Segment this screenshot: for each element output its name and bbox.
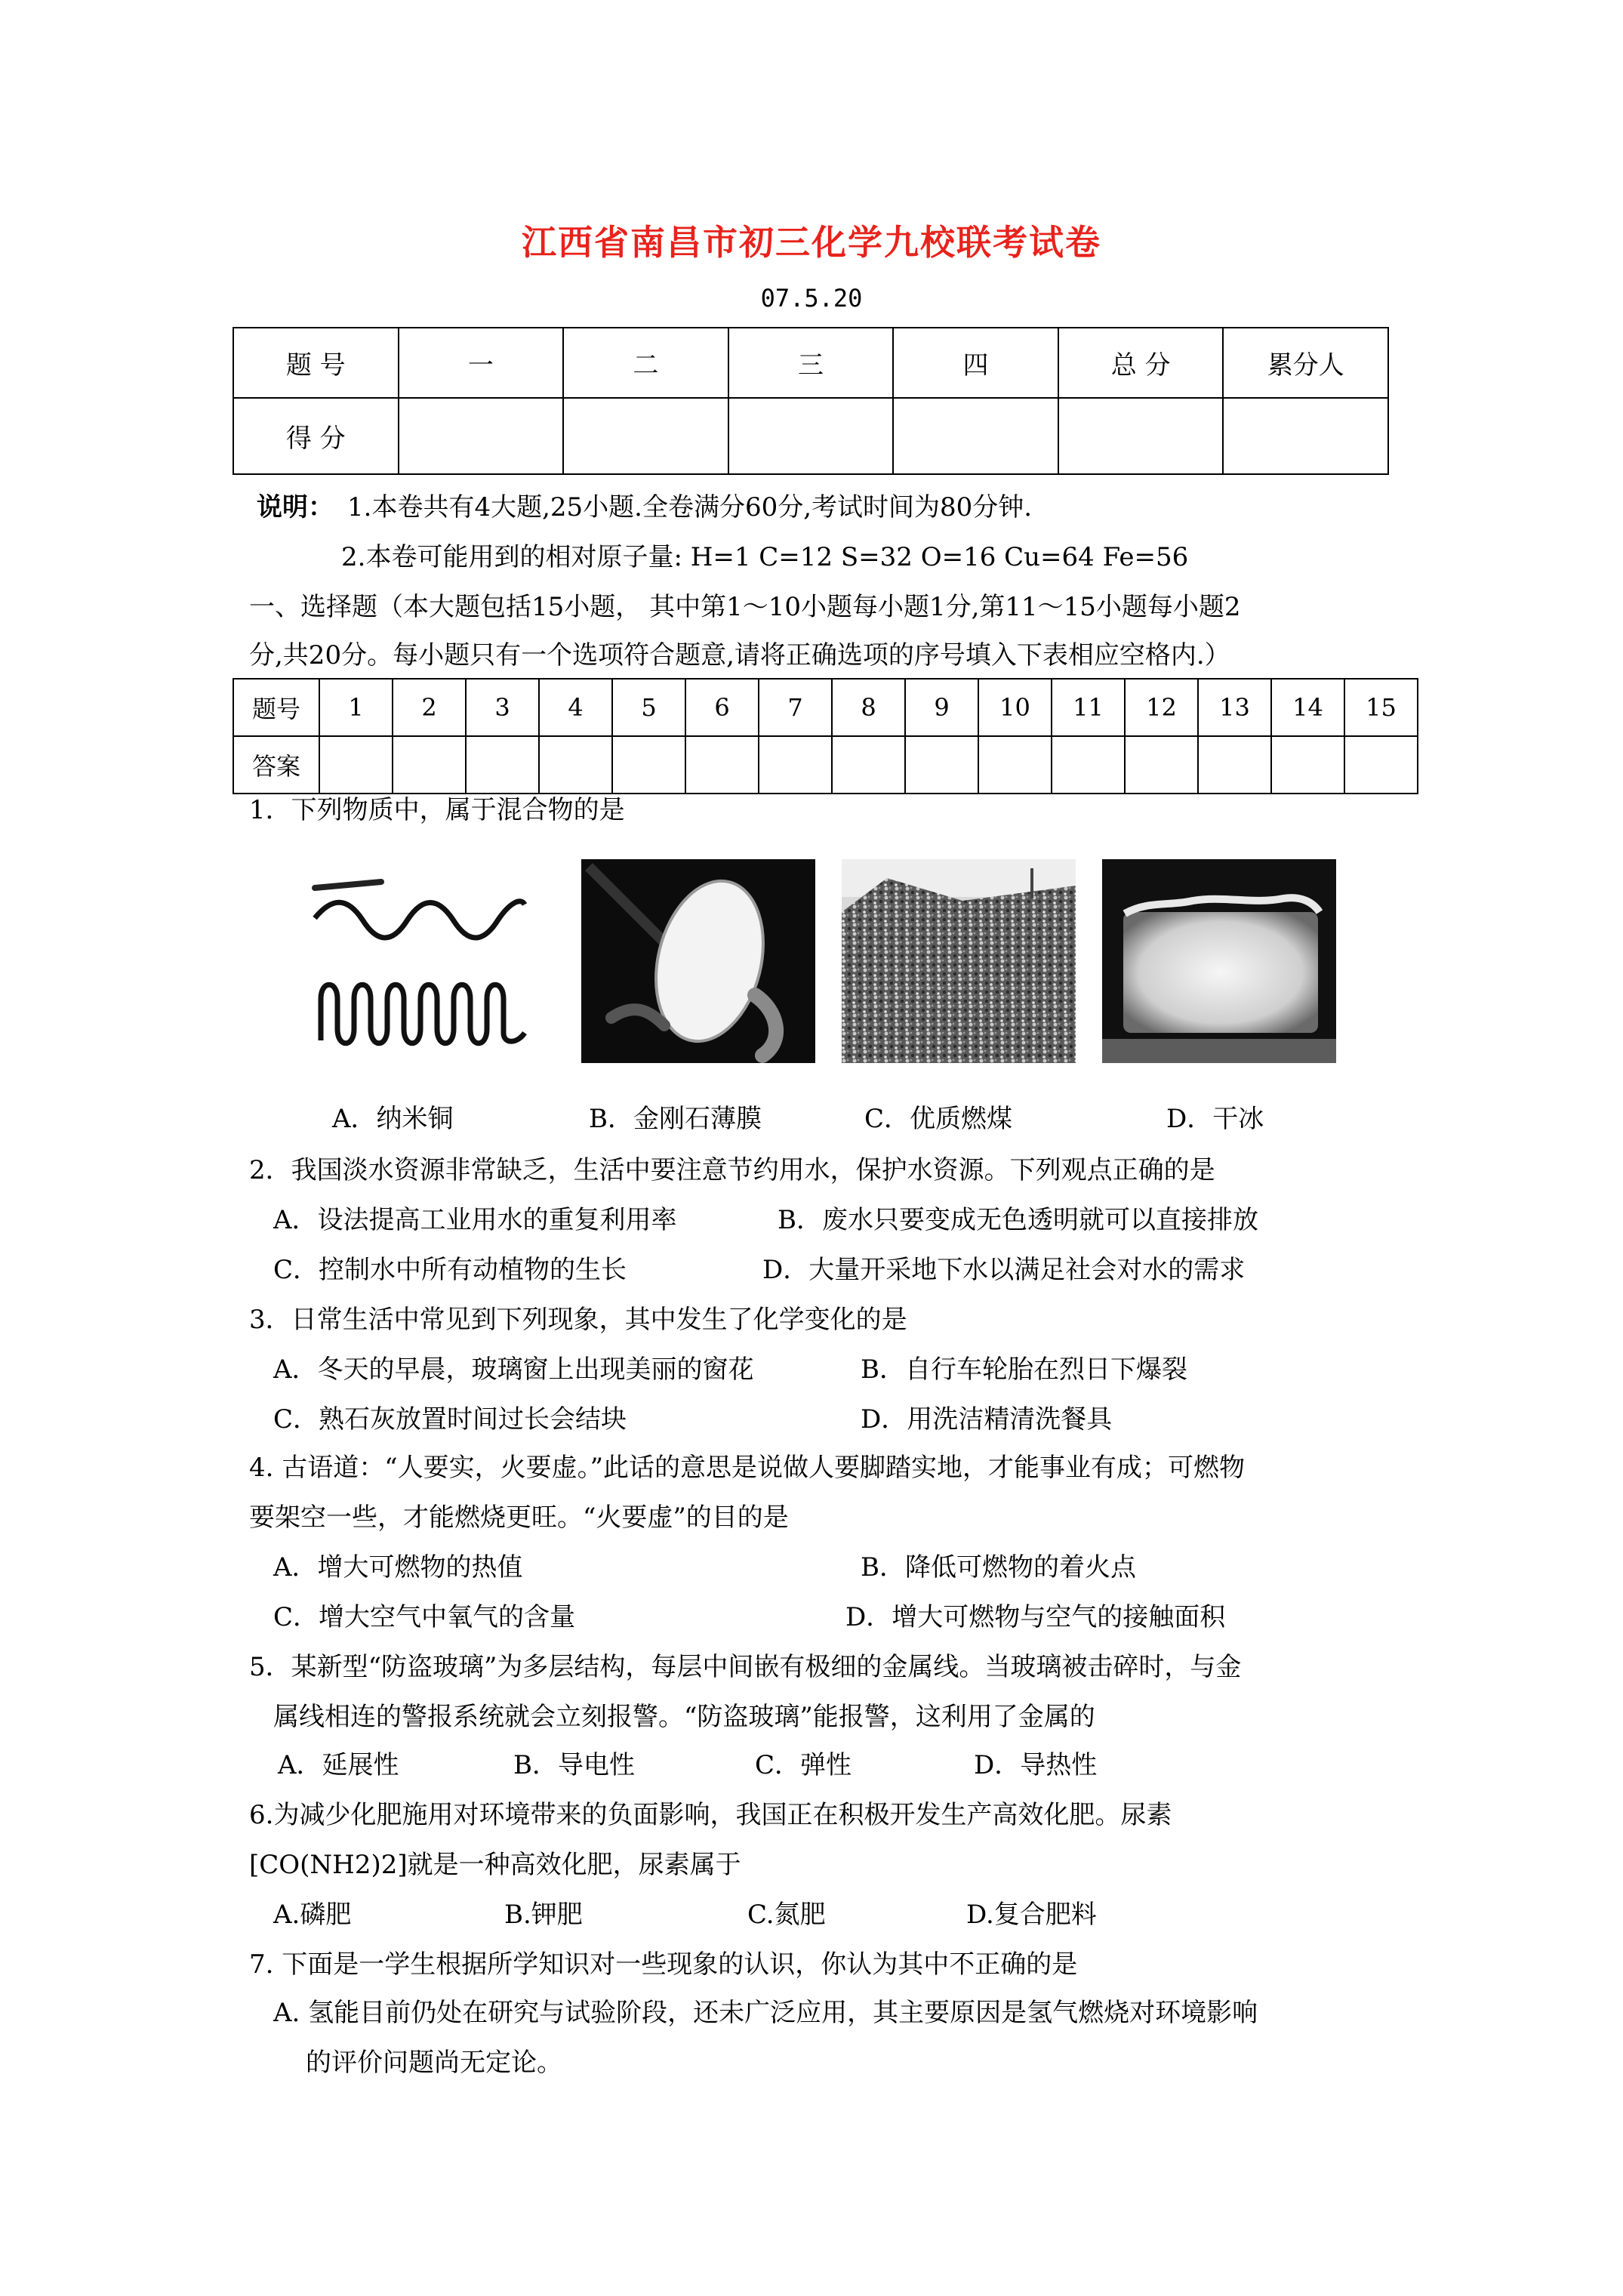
- score-cell[interactable]: [893, 398, 1058, 474]
- answer-cell[interactable]: [685, 736, 759, 794]
- score-cell[interactable]: [728, 398, 894, 474]
- q4-stem-line2: 要架空一些，才能燃烧更旺。“火要虚”的目的是: [249, 1502, 789, 1533]
- q2-stem: 2．我国淡水资源非常缺乏，生活中要注意节约用水，保护水资源。下列观点正确的是: [249, 1155, 1215, 1185]
- score-header-cell: 四: [893, 328, 1058, 398]
- question-number-cell: 11: [1052, 679, 1125, 736]
- score-header-cell: 题 号: [233, 328, 399, 398]
- question-number-cell: 5: [612, 679, 685, 736]
- answer-cell[interactable]: [1271, 736, 1344, 794]
- answer-cell[interactable]: [1344, 736, 1418, 794]
- score-header-cell: 二: [563, 328, 728, 398]
- question-number-cell: 3: [466, 679, 539, 736]
- question-number-cell: 4: [539, 679, 612, 736]
- q3-option-b: B．自行车轮胎在烈日下爆裂: [861, 1354, 1187, 1385]
- answer-row-label: 答案: [233, 736, 319, 794]
- question-number-cell: 2: [393, 679, 466, 736]
- q4-stem-line1: 4. 古语道：“人要实，火要虚。”此话的意思是说做人要脚踏实地，才能事业有成；可燃物: [249, 1453, 1246, 1483]
- answer-table: [233, 678, 1418, 794]
- question-number-cell: 9: [905, 679, 978, 736]
- q5-option-b: B．导电性: [513, 1750, 635, 1780]
- exam-date: 07.5.20: [760, 284, 863, 313]
- q4-option-a: A．增大可燃物的热值: [273, 1552, 523, 1583]
- q5-stem-line2: 属线相连的警报系统就会立刻报警。“防盗玻璃”能报警，这利用了金属的: [273, 1702, 1095, 1732]
- answer-cell[interactable]: [612, 736, 685, 794]
- question-number-cell: 15: [1344, 679, 1418, 736]
- question-number-cell: 7: [759, 679, 832, 736]
- answer-cell[interactable]: [319, 736, 393, 794]
- q3-stem: 3．日常生活中常见到下列现象，其中发生了化学变化的是: [249, 1305, 907, 1335]
- answer-cell[interactable]: [539, 736, 612, 794]
- score-cell[interactable]: [563, 398, 728, 474]
- diamond-film-image: [581, 859, 815, 1063]
- q5-option-a: A．延展性: [278, 1750, 399, 1780]
- q5-option-c: C．弹性: [755, 1750, 852, 1780]
- q2-option-c: C．控制水中所有动植物的生长: [273, 1255, 627, 1285]
- notes-label: 说明：: [257, 492, 334, 522]
- q1-option-c: C．优质燃煤: [864, 1104, 1013, 1134]
- q1-option-a: A．纳米铜: [332, 1104, 454, 1134]
- section1-heading-line2: 分,共20分。每小题只有一个选项符合题意,请将正确选项的序号填入下表相应空格内.）: [249, 640, 1230, 670]
- answer-number-row: [233, 679, 1418, 736]
- score-row-label: 得 分: [233, 398, 399, 474]
- question-number-cell: 6: [685, 679, 759, 736]
- notes-line-2: 2.本卷可能用到的相对原子量: H=1 C=12 S=32 O=16 Cu=64 Fe=56: [341, 542, 1189, 572]
- q3-option-c: C．熟石灰放置时间过长会结块: [273, 1404, 627, 1435]
- q4-option-d: D．增大可燃物与空气的接触面积: [845, 1602, 1226, 1632]
- answer-cell[interactable]: [905, 736, 978, 794]
- q6-stem-line2: [CO(NH2)2]就是一种高效化肥，尿素属于: [249, 1850, 741, 1880]
- answer-cell[interactable]: [978, 736, 1052, 794]
- q3-option-d: D．用洗洁精清洗餐具: [861, 1404, 1113, 1435]
- dry-ice-image: [1102, 859, 1336, 1063]
- score-header-cell: 一: [399, 328, 564, 398]
- notes-line-1: 1.本卷共有4大题,25小题.全卷满分60分,考试时间为80分钟.: [347, 492, 1033, 522]
- score-header-row: [233, 328, 1388, 398]
- answer-cell[interactable]: [832, 736, 905, 794]
- answer-cell[interactable]: [1198, 736, 1271, 794]
- q6-option-c: C.氮肥: [747, 1900, 826, 1930]
- q6-option-d: D.复合肥料: [966, 1900, 1097, 1930]
- q1-option-b: B．金刚石薄膜: [589, 1104, 762, 1134]
- question-number-cell: 14: [1271, 679, 1344, 736]
- q6-option-a: A.磷肥: [273, 1900, 352, 1930]
- quality-coal-image: [842, 859, 1076, 1063]
- score-cell[interactable]: [1223, 398, 1388, 474]
- answer-cell[interactable]: [466, 736, 539, 794]
- score-cell[interactable]: [1058, 398, 1224, 474]
- answer-cell[interactable]: [393, 736, 466, 794]
- q7-option-a-line1: A. 氢能目前仍处在研究与试验阶段，还未广泛应用，其主要原因是氢气燃烧对环境影响: [273, 1998, 1258, 2028]
- q7-option-a-line2: 的评价问题尚无定论。: [306, 2048, 562, 2078]
- q1-stem: 1．下列物质中，属于混合物的是: [249, 795, 625, 825]
- score-header-cell: 总 分: [1058, 328, 1224, 398]
- q1-option-d: D．干冰: [1166, 1104, 1264, 1134]
- q3-option-a: A．冬天的早晨，玻璃窗上出现美丽的窗花: [273, 1354, 754, 1385]
- question-number-cell: 13: [1198, 679, 1271, 736]
- q2-option-a: A．设法提高工业用水的重复利用率: [273, 1205, 677, 1235]
- q6-option-b: B.钾肥: [504, 1900, 583, 1930]
- score-header-cell: 三: [728, 328, 894, 398]
- nano-copper-image: [298, 859, 532, 1063]
- section1-heading-line1: 一、选择题（本大题包括15小题， 其中第1～10小题每小题1分,第11～15小题每小题2: [249, 592, 1241, 622]
- q5-option-d: D．导热性: [974, 1750, 1098, 1780]
- q5-stem-line1: 5．某新型“防盗玻璃”为多层结构，每层中间嵌有极细的金属线。当玻璃被击碎时，与金: [249, 1652, 1242, 1682]
- exam-title: 江西省南昌市初三化学九校联考试卷: [522, 222, 1101, 263]
- answer-entry-row: [233, 736, 1418, 794]
- question-number-cell: 12: [1125, 679, 1198, 736]
- score-header-cell: 累分人: [1223, 328, 1388, 398]
- answer-cell[interactable]: [759, 736, 832, 794]
- question-number-cell: 8: [832, 679, 905, 736]
- score-value-row: [233, 398, 1388, 474]
- question-number-cell: 10: [978, 679, 1052, 736]
- q7-stem: 7. 下面是一学生根据所学知识对一些现象的认识，你认为其中不正确的是: [249, 1949, 1078, 1980]
- score-cell[interactable]: [399, 398, 564, 474]
- answer-cell[interactable]: [1125, 736, 1198, 794]
- score-table: [233, 327, 1389, 475]
- q4-option-c: C．增大空气中氧气的含量: [273, 1602, 576, 1632]
- q2-option-b: B．废水只要变成无色透明就可以直接排放: [778, 1205, 1258, 1235]
- q4-option-b: B．降低可燃物的着火点: [861, 1552, 1136, 1583]
- q6-stem-line1: 6.为减少化肥施用对环境带来的负面影响，我国正在积极开发生产高效化肥。尿素: [249, 1800, 1172, 1830]
- question-number-cell: 1: [319, 679, 393, 736]
- q2-option-d: D．大量开采地下水以满足社会对水的需求: [762, 1255, 1246, 1285]
- answer-cell[interactable]: [1052, 736, 1125, 794]
- answer-row-label: 题号: [233, 679, 319, 736]
